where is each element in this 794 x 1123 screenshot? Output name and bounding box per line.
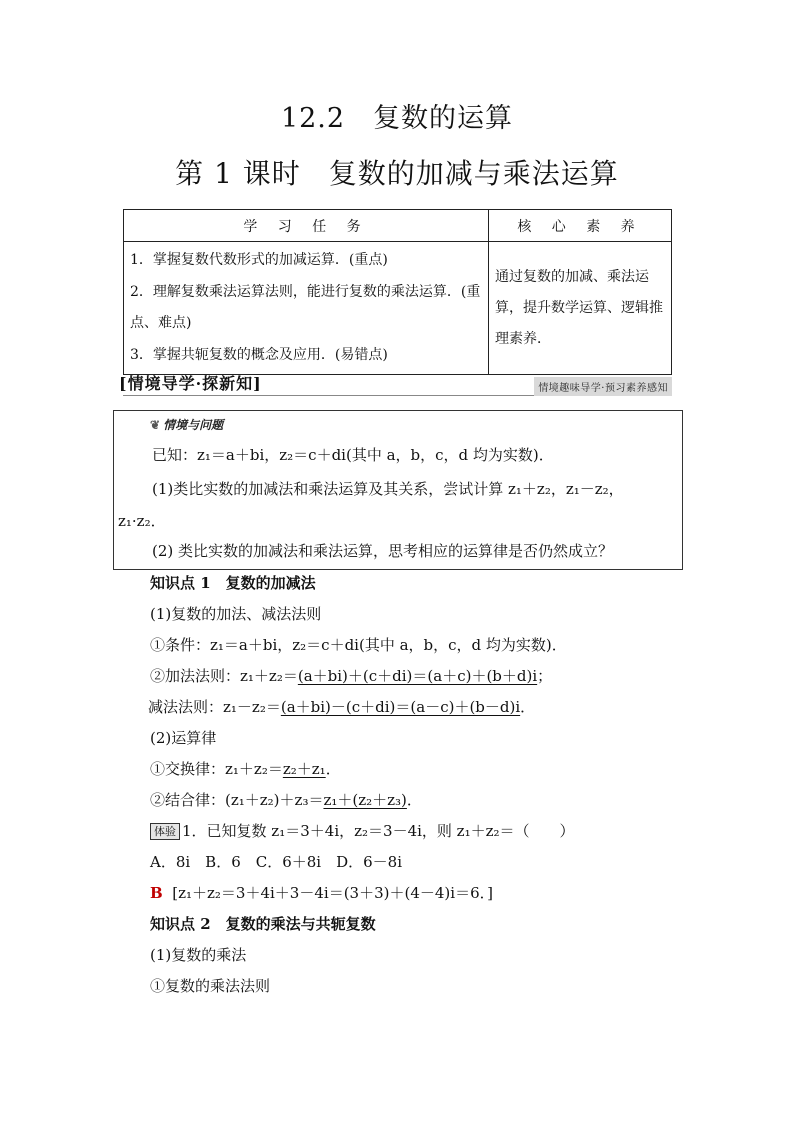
kp2-rule: ①复数的乘法法则: [150, 977, 271, 995]
section-header-title: [情境导学·探新知]: [119, 374, 262, 393]
addition-rule: ②加法法则：z₁＋z₂＝(a＋bi)＋(c＋di)＝(a＋c)＋(b＋d)i；: [150, 667, 553, 685]
scenario-header: ❦ 情境与问题: [150, 418, 224, 432]
header-core-literacy: 核 心 素 养: [489, 210, 672, 242]
exercise-options: A．8i B．6 C．6＋8i D．6－8i: [150, 853, 403, 871]
kp2-subtitle: (1)复数的乘法: [150, 946, 247, 964]
addition-formula: (a＋bi)＋(c＋di)＝(a＋c)＋(b＋d)i: [297, 667, 538, 685]
associative-law: ②结合律：(z₁＋z₂)＋z₃＝z₁＋(z₂＋z₃)．: [150, 791, 422, 809]
answer-letter: B: [150, 884, 163, 902]
commutative-law: ①交换律：z₁＋z₂＝z₂＋z₁．: [150, 760, 341, 778]
section-title: [0, 96, 794, 135]
section-name: 复数的运算: [373, 103, 514, 134]
kp1-subtitle: (1)复数的加法、减法法则: [150, 605, 322, 623]
exercise-question: 体验 1．已知复数 z₁＝3＋4i，z₂＝3－4i，则 z₁＋z₂＝（ ）: [150, 820, 575, 841]
exercise-answer: [150, 882, 493, 903]
experience-badge: 体验: [150, 823, 180, 840]
kp2-title: 知识点 2 复数的乘法与共轭复数: [150, 915, 376, 933]
task-item: 2．理解复数乘法运算法则，能进行复数的乘法运算．(重点、难点): [130, 283, 481, 331]
section-header-tag: 情境趣味导学·预习素养感知: [534, 377, 672, 396]
scenario-intro: 已知：z₁＝a＋bi，z₂＝c＋di(其中 a，b，c，d 均为实数)．: [152, 446, 554, 464]
associative-formula: z₁＋(z₂＋z₃): [323, 791, 407, 809]
subtraction-formula: (a＋bi)－(c＋di)＝(a－c)＋(b－d)i: [280, 698, 521, 716]
lesson-name: 复数的加减与乘法运算: [328, 157, 619, 190]
kp1-title: 知识点 1 复数的加减法: [150, 574, 316, 592]
task-item: 3．掌握共轭复数的概念及应用．(易错点): [130, 346, 388, 363]
scenario-box: [113, 410, 683, 570]
section-header-bar: [119, 371, 672, 396]
scenario-question-1: (1)类比实数的加减法和乘法运算及其关系，尝试计算 z₁＋z₂，z₁－z₂，: [152, 480, 624, 498]
kp1-condition: ①条件：z₁＝a＋bi，z₂＝c＋di(其中 a，b，c，d 均为实数)．: [150, 636, 567, 654]
lesson-number: 第 1 课时: [175, 157, 301, 190]
scenario-question-2: (2) 类比实数的加减法和乘法运算，思考相应的运算律是否仍然成立？: [152, 542, 614, 560]
commutative-formula: z₂＋z₁: [282, 760, 326, 778]
subtraction-rule: 减法法则：z₁－z₂＝(a＋bi)－(c＋di)＝(a－c)＋(b－d)i．: [148, 698, 536, 716]
learning-tasks-cell: [124, 242, 489, 375]
kp1-subtitle-2: (2)运算律: [150, 729, 217, 747]
header-learning-tasks: 学 习 任 务: [124, 210, 489, 242]
core-literacy-cell: 通过复数的加减、乘法运算，提升数学运算、逻辑推理素养．: [489, 242, 672, 375]
task-item: 1．掌握复数代数形式的加减运算．(重点): [130, 252, 388, 268]
objectives-table: [123, 209, 672, 375]
table-body-row: [124, 242, 672, 375]
answer-explanation: [z₁＋z₂＝3＋4i＋3－4i＝(3＋3)＋(4－4)i＝6．]: [172, 884, 493, 902]
lesson-title: [0, 152, 794, 192]
table-header-row: [124, 210, 672, 242]
scenario-question-1-cont: z₁·z₂．: [118, 512, 166, 530]
section-number: 12.2: [280, 103, 346, 134]
leaf-icon: ❦: [150, 418, 161, 432]
